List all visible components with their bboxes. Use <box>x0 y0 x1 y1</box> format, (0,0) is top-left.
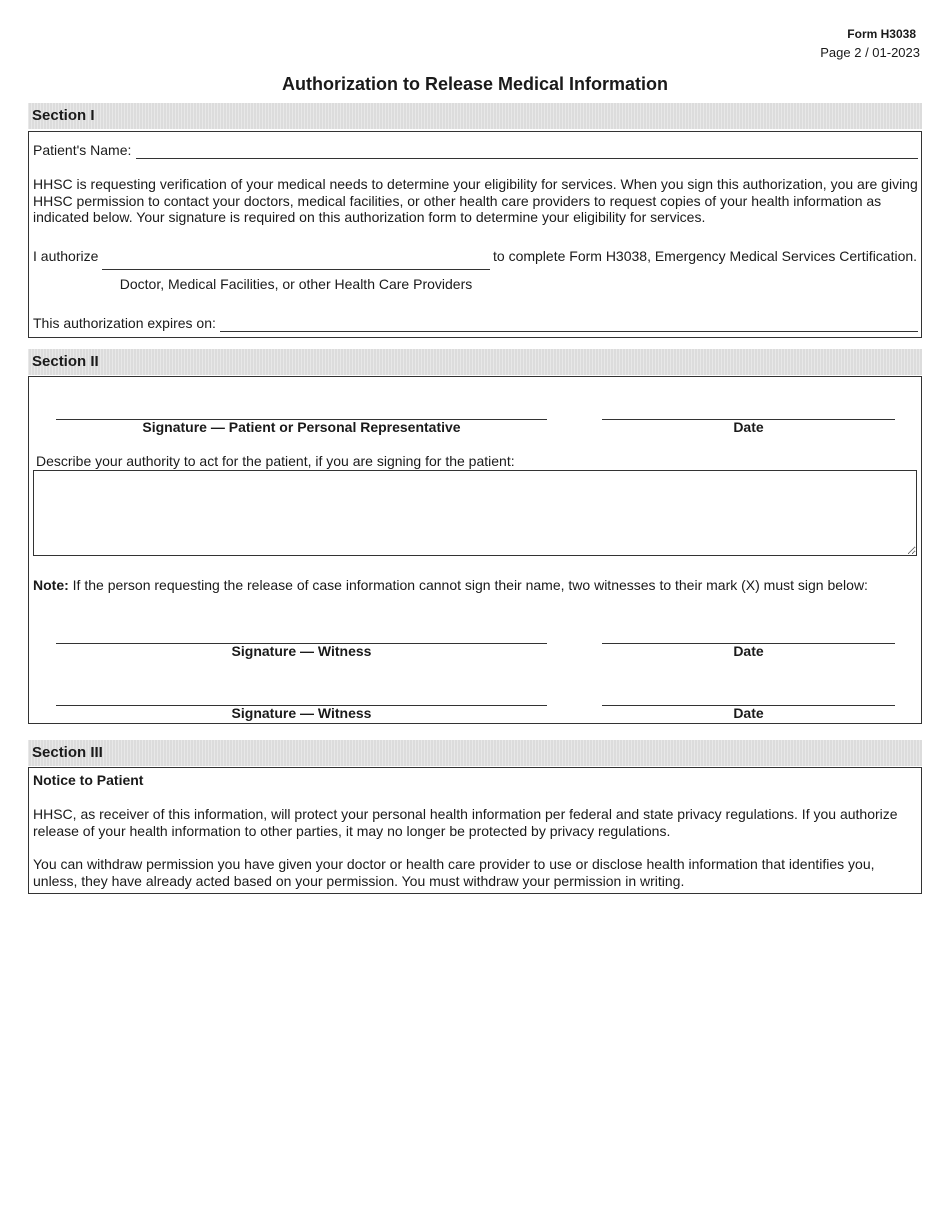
note-text <box>33 577 919 594</box>
witness-1-signature-label: Signature — Witness <box>231 643 372 659</box>
note-label: Note: <box>33 577 69 593</box>
note-body: If the person requesting the release of case information cannot sign their name, two witnesses to their mark (X) must sign below: <box>68 577 868 593</box>
patient-signature-label: Signature — Patient or Personal Representative <box>142 419 461 435</box>
patient-name-input[interactable] <box>138 141 916 157</box>
expires-line <box>220 331 918 332</box>
page-info: Page 2 / 01-2023 <box>820 45 920 60</box>
patient-date-label: Date <box>733 419 764 435</box>
authorize-label: I authorize <box>33 248 99 264</box>
patient-name-line <box>136 158 918 159</box>
section-2-heading: Section II <box>28 349 922 375</box>
notice-title: Notice to Patient <box>33 772 144 788</box>
witness-2-date-label: Date <box>733 705 764 721</box>
witness-2-signature-label: Signature — Witness <box>231 705 372 721</box>
expires-label: This authorization expires on: <box>33 315 216 331</box>
patient-name-label: Patient's Name: <box>33 142 132 158</box>
notice-paragraph-1: HHSC, as receiver of this information, will protect your personal health information per federal and state privacy regulations. If you authorize release of your health information to other parties, it may no longer be protected by privacy regulations. <box>33 806 898 839</box>
authority-textarea[interactable] <box>33 470 917 556</box>
section-1-heading: Section I <box>28 103 922 129</box>
section-3-heading: Section III <box>28 740 922 766</box>
provider-input[interactable] <box>104 250 488 268</box>
witness-1-date-label: Date <box>733 643 764 659</box>
authorize-suffix: to complete Form H3038, Emergency Medical Services Certification. <box>493 248 918 264</box>
expires-input[interactable] <box>222 314 916 330</box>
page-title: Authorization to Release Medical Information <box>281 74 669 94</box>
notice-paragraph-2: You can withdraw permission you have given your doctor or health care provider to use or disclose health information that identifies you, unless, they have already acted based on your permission. You must withdraw your permission in writing. <box>33 856 875 889</box>
provider-line <box>102 269 490 270</box>
form-code: Form H3038 <box>847 27 916 41</box>
section-1-box <box>28 131 922 338</box>
provider-caption: Doctor, Medical Facilities, or other Health Care Providers <box>119 276 473 292</box>
section-1-intro: HHSC is requesting verification of your medical needs to determine your eligibility for services. When you sign this authorization, you are giving HHSC permission to contact your doctors, medical facilities, or other health care providers to request copies of your health information as indicated below. Your signature is required on this authorization form to determine your eligibility for services. <box>33 176 918 225</box>
authority-prompt: Describe your authority to act for the patient, if you are signing for the patient: <box>36 453 515 469</box>
